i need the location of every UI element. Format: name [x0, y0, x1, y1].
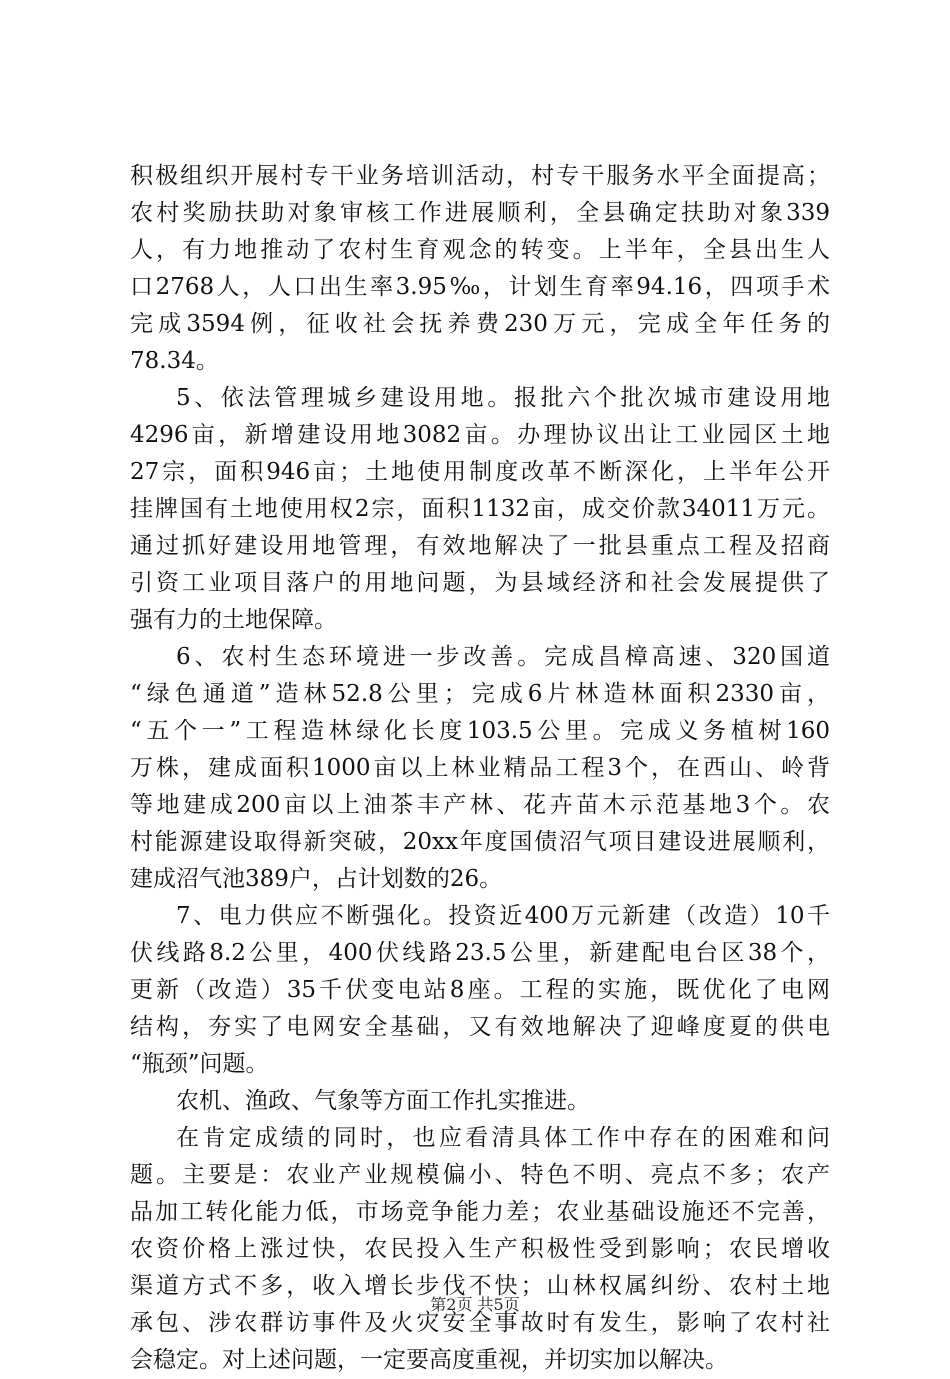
text-line: 通过抓好建设用地管理，有效地解决了一批县重点工程及招商	[130, 533, 830, 559]
text-line: 题。主要是：农业产业规模偏小、特色不明、亮点不多；农产	[130, 1162, 830, 1188]
text-line: 6、农村生态环境进一步改善。完成昌樟高速、320国道	[176, 644, 830, 670]
text-line: 农资价格上涨过快，农民投入生产积极性受到影响；农民增收	[130, 1236, 830, 1262]
text-line: “瓶颈”问题。	[130, 1051, 269, 1077]
text-line: 挂牌国有土地使用权2宗，面积1132亩，成交价款34011万元。	[130, 496, 830, 522]
text-line: 渠道方式不多，收入增长步伐不快；山林权属纠纷、农村土地	[130, 1273, 830, 1299]
text-line: 5、依法管理城乡建设用地。报批六个批次城市建设用地	[176, 385, 830, 411]
text-line: 积极组织开展村专干业务培训活动，村专干服务水平全面提高；	[130, 163, 830, 189]
text-line: 4296亩，新增建设用地3082亩。办理协议出让工业园区土地	[130, 422, 830, 448]
paragraph-land-management	[130, 380, 830, 639]
text-line: 完成3594例，征收社会抚养费230万元，完成全年任务的	[130, 311, 830, 337]
page-number-footer: 第2页 共5页	[430, 1295, 520, 1314]
text-line: 伏线路8.2公里，400伏线路23.5公里，新建配电台区38个，	[130, 940, 830, 966]
text-line: 27宗，面积946亩；土地使用制度改革不断深化，上半年公开	[130, 459, 830, 485]
text-line: 强有力的土地保障。	[130, 607, 337, 633]
text-line: 建成沼气池389户，占计划数的26。	[130, 866, 503, 892]
paragraph-family-planning	[130, 158, 830, 380]
text-line: 人，有力地推动了农村生育观念的转变。上半年，全县出生人	[130, 237, 830, 263]
text-line: 78.34。	[130, 348, 219, 374]
text-line: 农机、渔政、气象等方面工作扎实推进。	[176, 1088, 590, 1114]
text-line: 农村奖励扶助对象审核工作进展顺利，全县确定扶助对象339	[130, 200, 830, 226]
text-line: 口2768人，人口出生率3.95‰，计划生育率94.16，四项手术	[130, 274, 830, 300]
text-line: 等地建成200亩以上油茶丰产林、花卉苗木示范基地3个。农	[130, 792, 830, 818]
document-body	[130, 158, 830, 1379]
text-line: 村能源建设取得新突破，20xx年度国债沼气项目建设进展顺利，	[130, 829, 830, 855]
paragraph-ecology	[130, 639, 830, 898]
text-line: 承包、涉农群访事件及火灾安全事故时有发生，影响了农村社	[130, 1310, 830, 1336]
text-line: 结构，夯实了电网安全基础，又有效地解决了迎峰度夏的供电	[130, 1014, 830, 1040]
text-line: “绿色通道”造林52.8公里；完成6片林造林面积2330亩，	[130, 681, 830, 707]
paragraph-power-supply	[130, 898, 830, 1083]
text-line: 在肯定成绩的同时，也应看清具体工作中存在的困难和问	[176, 1125, 830, 1151]
paragraph-problems	[130, 1120, 830, 1379]
text-line: 会稳定。对上述问题，一定要高度重视，并切实加以解决。	[130, 1347, 728, 1373]
text-line: 更新（改造）35千伏变电站8座。工程的实施，既优化了电网	[130, 977, 830, 1003]
text-line: 万株，建成面积1000亩以上林业精品工程3个，在西山、岭背	[130, 755, 830, 781]
text-line: 品加工转化能力低，市场竞争能力差；农业基础设施还不完善，	[130, 1199, 830, 1225]
paragraph-other-work	[130, 1083, 830, 1120]
text-line: 7、电力供应不断强化。投资近400万元新建（改造）10千	[176, 903, 830, 929]
text-line: “五个一”工程造林绿化长度103.5公里。完成义务植树160	[130, 718, 830, 744]
text-line: 引资工业项目落户的用地问题，为县域经济和社会发展提供了	[130, 570, 830, 596]
